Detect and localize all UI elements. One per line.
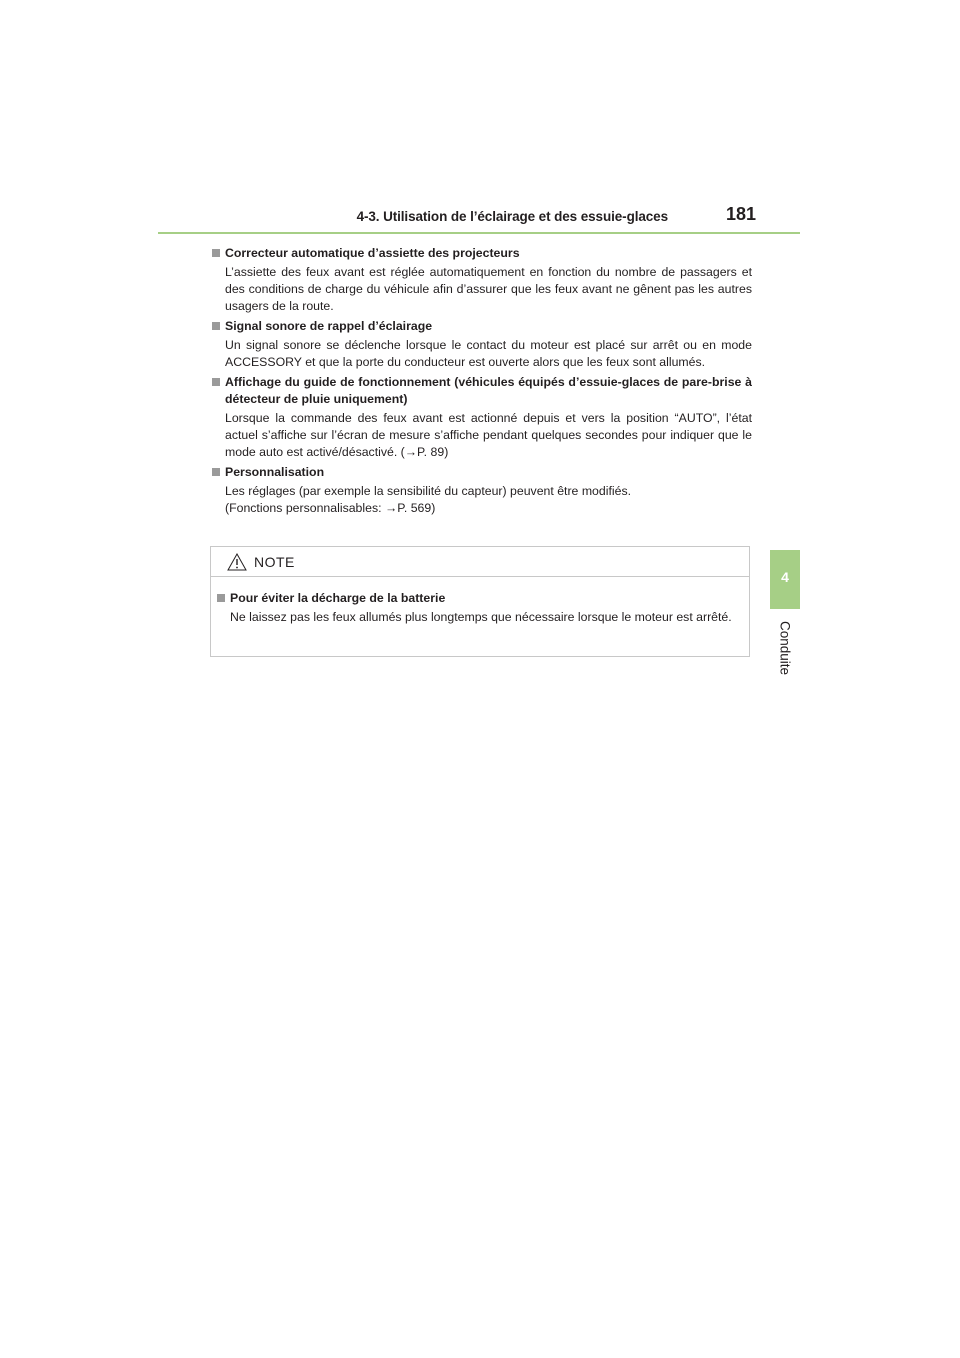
note-item-title [217, 590, 745, 607]
section-title [212, 464, 752, 481]
note-content [217, 590, 745, 626]
note-box [210, 546, 750, 657]
section-auto-leveling [212, 245, 752, 315]
section-operation-guide [212, 374, 752, 461]
chapter-tab-number: 4 [781, 569, 789, 585]
warning-triangle-icon [227, 553, 247, 571]
square-bullet-icon [217, 594, 225, 602]
section-paragraph: Un signal sonore se déclenche lorsque le contact du moteur est placé sur arrêt ou en mode ACCESSORY et que la porte du conducteur est ouverte alors que les feux sont allumés. [225, 338, 752, 369]
chapter-title: 4-3. Utilisation de l’éclairage et des essuie-glaces [356, 209, 668, 224]
section-title [212, 245, 752, 262]
section-customization [212, 464, 752, 517]
section-title-text: Signal sonore de rappel d’éclairage [225, 319, 433, 333]
square-bullet-icon [212, 468, 220, 476]
note-title: NOTE [254, 554, 295, 570]
chapter-side-label-text: Conduite [777, 620, 793, 676]
square-bullet-icon [212, 378, 220, 386]
page-number: 181 [726, 204, 757, 224]
section-title [212, 318, 752, 335]
square-bullet-icon [212, 249, 220, 257]
note-item-title-text: Pour éviter la décharge de la batterie [230, 591, 446, 605]
section-title-text: Personnalisation [225, 465, 325, 479]
section-body [212, 337, 752, 371]
section-paragraph: Les réglages (par exemple la sensibilité du capteur) peuvent être modifiés. [225, 484, 632, 498]
section-light-reminder [212, 318, 752, 371]
section-paragraph: Lorsque la commande des feux avant est actionné depuis et vers la position “AUTO”, l’état actuel s’affiche sur l’écran de mesure s’affiche pendant quelques secondes pour indiquer que le mode auto est activé/désactivé. (→P. 89) [225, 411, 752, 459]
section-paragraph: L’assiette des feux avant est réglée automatiquement en fonction du nombre de passagers et des conditions de charge du véhicule afin d’assurer que les feux avant ne gênent pas les autres usagers de la route. [225, 265, 752, 313]
note-item-body [217, 609, 745, 626]
section-paragraph: (Fonctions personnalisables: →P. 569) [225, 501, 436, 515]
note-paragraph: Ne laissez pas les feux allumés plus longtemps que nécessaire lorsque le moteur est arrêté. [230, 610, 732, 624]
chapter-tab [770, 550, 800, 609]
section-body [212, 410, 752, 461]
section-title-text: Affichage du guide de fonctionnement (véhicules équipés d’essuie-glaces de pare-brise à détecteur de pluie uniquement) [225, 375, 752, 406]
main-content [212, 245, 752, 520]
square-bullet-icon [212, 322, 220, 330]
section-title-text: Correcteur automatique d’assiette des projecteurs [225, 246, 520, 260]
section-body [212, 483, 752, 517]
section-title [212, 374, 752, 408]
header-rule [158, 232, 800, 234]
note-header [211, 547, 749, 577]
section-body [212, 264, 752, 315]
